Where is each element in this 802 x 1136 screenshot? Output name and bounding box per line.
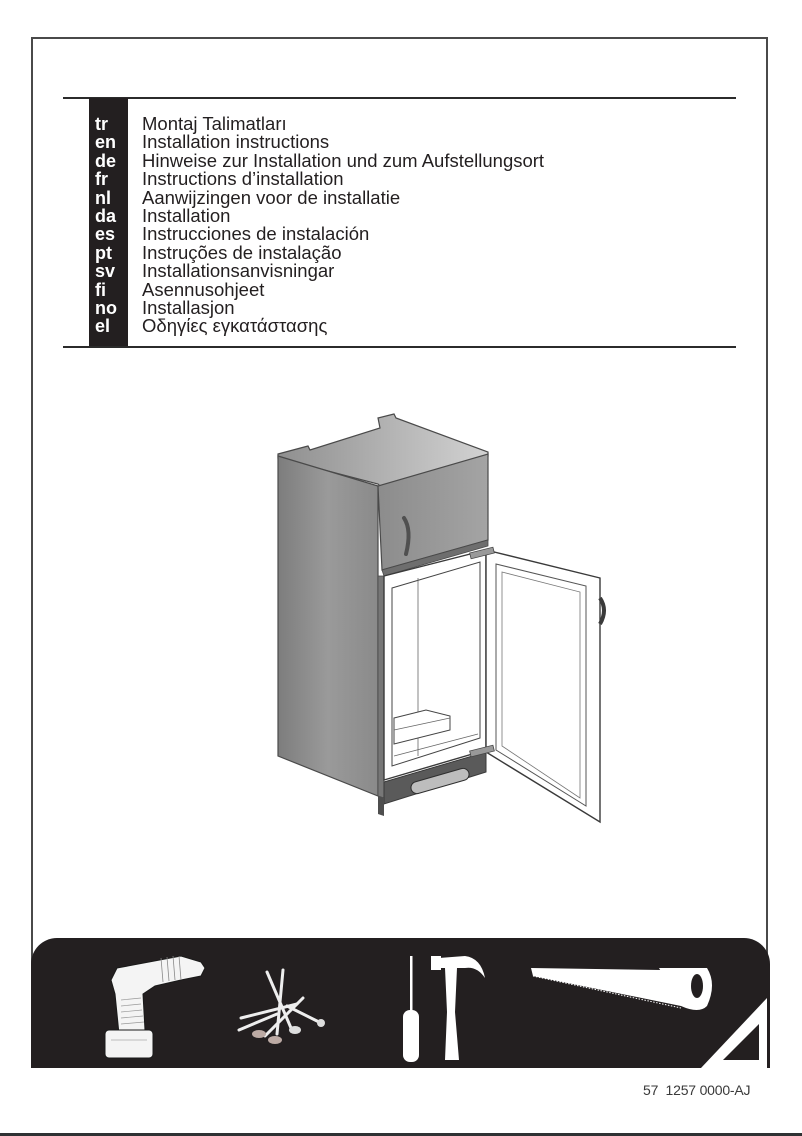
language-code-list bbox=[95, 115, 117, 336]
hand-saw-icon bbox=[531, 964, 721, 1022]
set-square-icon bbox=[701, 998, 767, 1068]
language-code: tr bbox=[95, 114, 108, 134]
language-title: Installationsanvisningar bbox=[142, 260, 335, 282]
language-code: no bbox=[95, 297, 117, 318]
required-tools-band bbox=[31, 938, 770, 1068]
header-bottom-rule bbox=[63, 346, 736, 348]
language-code: nl bbox=[95, 187, 111, 208]
language-title: Instrucciones de instalación bbox=[142, 223, 370, 245]
language-title: Installation instructions bbox=[142, 131, 330, 153]
language-code: fi bbox=[95, 279, 106, 300]
header-top-rule bbox=[63, 97, 736, 99]
language-code: de bbox=[95, 150, 117, 171]
language-code: es bbox=[95, 224, 116, 245]
language-title: Hinweise zur Installation und zum Aufstellungsort bbox=[142, 149, 545, 171]
language-code: en bbox=[95, 132, 117, 153]
language-title: Asennusohjeet bbox=[142, 278, 265, 300]
language-title: Οδηγίες εγκατάστασης bbox=[142, 315, 328, 337]
language-title: Installation bbox=[142, 204, 231, 226]
language-title-list bbox=[142, 115, 544, 336]
refrigerator-illustration bbox=[270, 400, 610, 845]
document-code: 57 1257 0000-AJ bbox=[643, 1082, 751, 1098]
language-code: sv bbox=[95, 261, 116, 282]
language-title: Installasjon bbox=[142, 296, 235, 318]
language-code: pt bbox=[95, 242, 112, 263]
screwdriver-icon bbox=[399, 954, 423, 1066]
language-code: fr bbox=[95, 169, 108, 190]
cordless-drill-icon bbox=[101, 950, 216, 1062]
language-title: Instruções de instalação bbox=[142, 241, 342, 263]
hammer-icon bbox=[431, 952, 491, 1064]
language-title: Aanwijzingen voor de installatie bbox=[142, 186, 401, 208]
screws-and-nails-icon bbox=[237, 966, 327, 1048]
language-code: el bbox=[95, 316, 111, 337]
language-title: Instructions d’installation bbox=[142, 168, 344, 190]
language-title: Montaj Talimatları bbox=[142, 113, 287, 134]
language-code: da bbox=[95, 205, 117, 226]
